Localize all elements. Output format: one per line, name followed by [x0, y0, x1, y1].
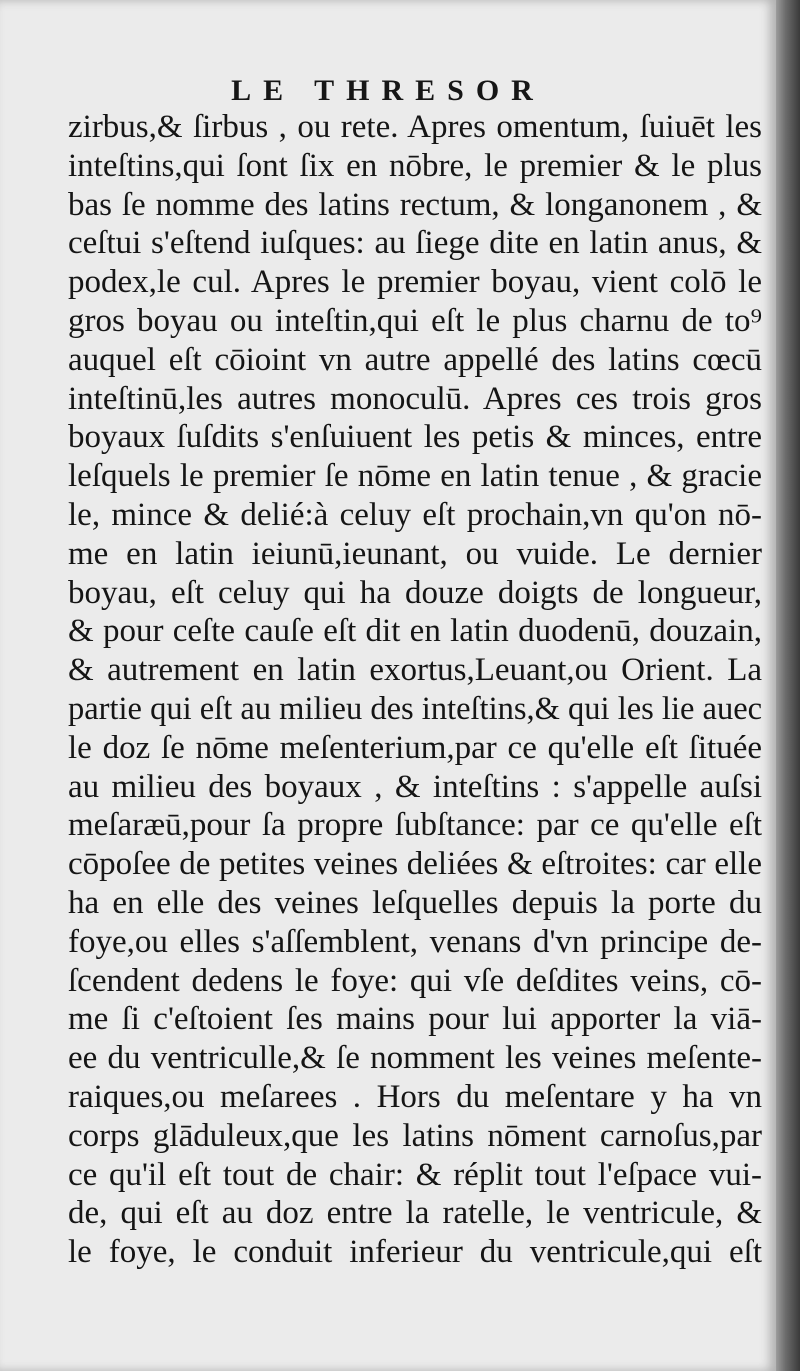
text-line: ha en elle des veines leſquelles depuis la porte du [68, 884, 762, 921]
text-line: ceſtui s'eſtend iuſques: au ſiege dite en latin anus, & [68, 225, 762, 262]
text-line: de, qui eſt au doz entre la ratelle, le ventricule, & [68, 1195, 762, 1232]
running-header: LE THRESOR [231, 74, 545, 107]
text-line: zirbus,& ſirbus , ou rete. Apres omentum, ſuiuēt les [68, 109, 762, 145]
text-line: me en latin ieiunū,ieunant, ou vuide. Le dernier [68, 535, 762, 572]
text-line: raiques,ou meſarees . Hors du meſentare y ha vn [68, 1078, 762, 1115]
text-line: me ſi c'eſtoient ſes mains pour lui apporter la viā- [68, 1001, 762, 1038]
text-line: ſcendent dedens le foye: qui vſe deſdites veins, cō- [68, 962, 762, 999]
text-line: au milieu des boyaux , & inteſtins : s'appelle auſsi [68, 768, 762, 805]
text-line: boyaux ſuſdits s'enſuiuent les petis & minces, entre [68, 419, 762, 456]
text-line: cōpoſee de petites veines deliées & eſtroites: car elle [68, 846, 762, 883]
text-line: partie qui eſt au milieu des inteſtins,& qui les lie auec [68, 690, 763, 727]
text-line: inteſtins,qui ſont ſix en nōbre, le premier & le plus [68, 147, 762, 184]
text-line: corps glāduleux,que les latins nōment carnoſus,par [68, 1117, 762, 1154]
text-line: le, mince & delié:à celuy eſt prochain,vn qu'on nō- [68, 496, 762, 533]
text-line: gros boyau ou inteſtin,qui eſt le plus charnu de to⁹ [68, 302, 762, 339]
text-line: foye,ou elles s'aſſemblent, venans d'vn principe de- [68, 923, 762, 960]
text-line: & pour ceſte cauſe eſt dit en latin duodenū, douzain, [68, 613, 762, 650]
text-line: le doz ſe nōme meſenterium,par ce qu'elle eſt ſituée [68, 729, 762, 766]
text-line: podex,le cul. Apres le premier boyau, vient colō le [68, 264, 762, 301]
text-line: meſaræū,pour ſa propre ſubſtance: par ce qu'elle eſt [68, 807, 762, 844]
text-line: leſquels le premier ſe nōme en latin tenue , & gracie [68, 458, 762, 495]
text-line: bas ſe nomme des latins rectum, & longanonem , & [68, 186, 762, 223]
text-line: ce qu'il eſt tout de chair: & réplit tout l'eſpace vui- [68, 1156, 762, 1193]
text-line: inteſtinū,les autres monoculū. Apres ces trois gros [68, 380, 762, 417]
text-line: ee du ventriculle,& ſe nomment les veines meſente- [68, 1040, 762, 1077]
text-line: & autrement en latin exortus,Leuant,ou Orient. La [68, 652, 762, 689]
page-edge-shadow [776, 0, 800, 1371]
text-line: le foye, le conduit inferieur du ventricule,qui eſt [68, 1234, 762, 1271]
text-line: auquel eſt cōioint vn autre appellé des latins cœcū [68, 341, 762, 378]
body-text [68, 108, 762, 1272]
text-line: boyau, eſt celuy qui ha douze doigts de longueur, [68, 574, 762, 611]
